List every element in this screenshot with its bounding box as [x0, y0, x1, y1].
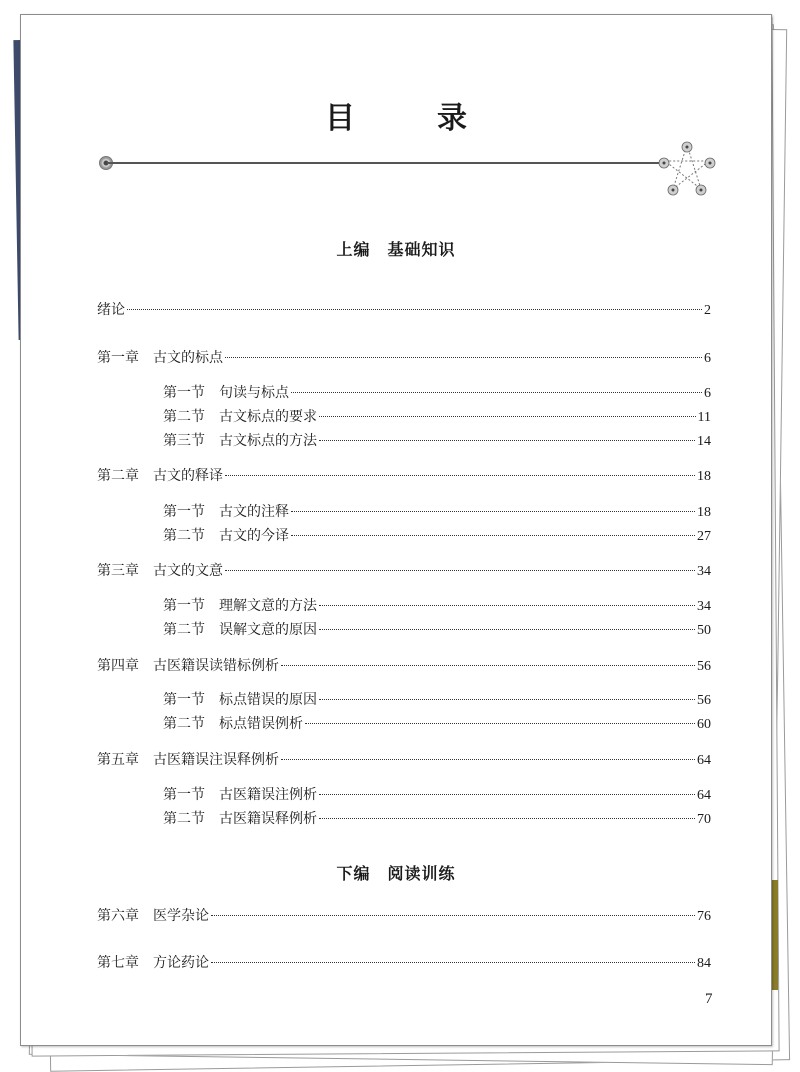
toc-entry-label: 第三节 古文标点的方法 — [163, 433, 317, 449]
toc-entry-label: 第三章 古文的文意 — [97, 563, 223, 579]
toc-entry-label: 第六章 医学杂论 — [97, 908, 209, 924]
toc-entry-label: 第二节 古文的今译 — [163, 528, 289, 544]
dot-leader — [211, 915, 695, 916]
toc-entry-page: 56 — [697, 693, 711, 708]
toc-entry-label: 第二节 误解文意的原因 — [163, 622, 317, 638]
toc-section[interactable] — [163, 619, 711, 639]
toc-chapter[interactable] — [97, 749, 711, 769]
dot-leader — [211, 962, 695, 963]
toc-section[interactable] — [163, 808, 711, 828]
toc-entry-label: 第一节 标点错误的原因 — [163, 692, 317, 708]
toc-section[interactable] — [163, 525, 711, 545]
toc-entry-page: 70 — [697, 812, 711, 827]
toc-entry-page: 34 — [697, 564, 711, 579]
toc-section[interactable] — [163, 689, 711, 709]
toc-entry-label: 第二节 古文标点的要求 — [163, 409, 317, 425]
dot-leader — [319, 416, 696, 417]
toc-entry-page: 11 — [697, 410, 711, 425]
toc-section[interactable] — [163, 382, 711, 402]
dot-leader — [319, 605, 695, 606]
dot-leader — [305, 723, 695, 724]
toc-section[interactable] — [163, 406, 711, 426]
star-ornament-icon — [657, 139, 717, 199]
toc-chapter[interactable] — [97, 655, 711, 675]
page-number: 7 — [705, 991, 713, 1007]
dot-leader — [319, 699, 695, 700]
toc-entry-label: 第一节 句读与标点 — [163, 385, 289, 401]
toc-entry-label: 第二节 标点错误例析 — [163, 716, 303, 732]
toc-section[interactable] — [163, 713, 711, 733]
toc-chapter[interactable] — [97, 347, 711, 367]
dot-leader — [225, 475, 695, 476]
toc-entry-page: 56 — [697, 659, 711, 674]
toc-entry-label: 第五章 古医籍误注误释例析 — [97, 752, 279, 768]
toc-section[interactable] — [163, 501, 711, 521]
toc-entry-label: 第一章 古文的标点 — [97, 350, 223, 366]
dot-leader — [291, 535, 695, 536]
toc-entry-label: 第一节 理解文意的方法 — [163, 598, 317, 614]
dot-leader — [281, 759, 695, 760]
dot-leader — [225, 357, 702, 358]
dot-leader — [281, 665, 695, 666]
toc-entry-label: 第一节 古医籍误注例析 — [163, 787, 317, 803]
toc-entry-page: 27 — [697, 529, 711, 544]
toc-entry-page: 60 — [697, 717, 711, 732]
toc-page — [20, 14, 772, 1046]
toc-entry-page: 18 — [697, 505, 711, 520]
toc-chapter[interactable] — [97, 560, 711, 580]
part-heading: 下编 阅读训练 — [336, 864, 456, 883]
title-rule — [107, 162, 667, 164]
toc-entry-label: 第一节 古文的注释 — [163, 504, 289, 520]
toc-entry-label: 第四章 古医籍误读错标例析 — [97, 658, 279, 674]
toc-entry-page: 50 — [697, 623, 711, 638]
toc-chapter[interactable] — [97, 905, 711, 925]
toc-chapter[interactable] — [97, 465, 711, 485]
dot-leader — [225, 570, 695, 571]
dot-leader — [291, 511, 695, 512]
toc-entry-page: 6 — [704, 386, 711, 401]
toc-entry-page: 2 — [704, 303, 711, 318]
dot-leader — [319, 629, 695, 630]
toc-entry-page: 76 — [697, 909, 711, 924]
toc-section[interactable] — [163, 595, 711, 615]
toc-entry-page: 6 — [704, 351, 711, 366]
page-title: 目 录 — [325, 101, 493, 136]
toc-entry-page: 64 — [697, 788, 711, 803]
part-heading: 上编 基础知识 — [336, 240, 456, 259]
toc-entry-page: 34 — [697, 599, 711, 614]
toc-entry-page: 18 — [697, 469, 711, 484]
toc-entry-page: 14 — [697, 434, 711, 449]
dot-leader — [291, 392, 702, 393]
toc-section[interactable] — [163, 784, 711, 804]
toc-entry-label: 第二节 古医籍误释例析 — [163, 811, 317, 827]
toc-entry-page: 64 — [697, 753, 711, 768]
toc-chapter[interactable] — [97, 952, 711, 972]
dot-leader — [319, 818, 695, 819]
dot-leader — [319, 794, 695, 795]
dot-leader — [127, 309, 702, 310]
toc-entry-label: 第二章 古文的释译 — [97, 468, 223, 484]
toc-entry-label: 绪论 — [97, 302, 125, 318]
toc-entry-page: 84 — [697, 956, 711, 971]
toc-section[interactable] — [163, 430, 711, 450]
toc-entry-intro[interactable] — [97, 299, 711, 319]
dot-leader — [319, 440, 695, 441]
toc-entry-label: 第七章 方论药论 — [97, 955, 209, 971]
